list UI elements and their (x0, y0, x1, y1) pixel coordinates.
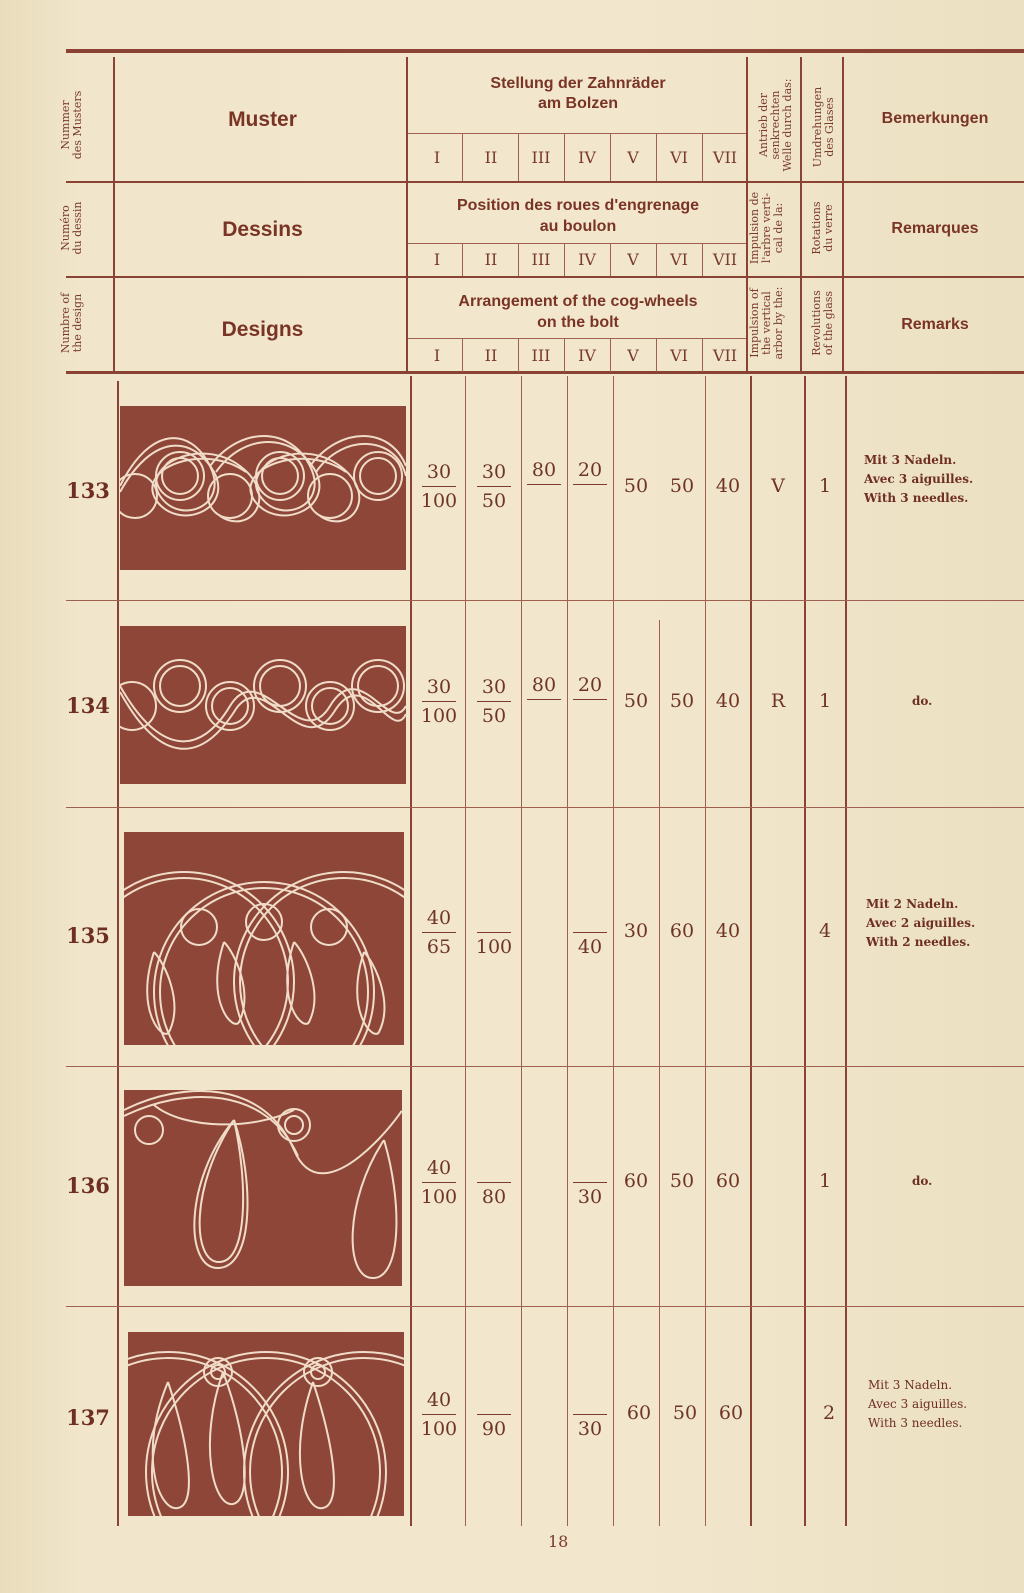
denominator (521, 702, 567, 726)
gear-col-label: III (531, 250, 551, 269)
fraction-bar (573, 932, 607, 933)
gear-VI: 50 (672, 1402, 698, 1424)
numerator: 80 (531, 459, 557, 481)
remarks (866, 895, 1016, 952)
gear-II (471, 675, 517, 728)
drive: V (771, 475, 785, 497)
gear-VII: 40 (715, 920, 741, 942)
gear-col-label: VI (670, 250, 688, 269)
header-drive-en: Impulsion of the vertical arbor by the: (748, 286, 785, 360)
body-vline-0 (117, 381, 119, 1526)
denominator: 30 (577, 1418, 603, 1440)
body-vline (613, 376, 614, 1526)
gear-col-label: I (433, 346, 441, 365)
denominator (521, 487, 567, 511)
gear-col-label: V (627, 346, 639, 365)
header-gears-de: Stellung der Zahnräder am Bolzen (490, 75, 666, 112)
denominator: 50 (481, 705, 507, 727)
numerator: 40 (426, 907, 452, 929)
gear-VII: 60 (715, 1170, 741, 1192)
gear-I (416, 1156, 462, 1209)
gear-V: 30 (623, 920, 649, 942)
gear-col-label: VI (670, 148, 688, 167)
drive: R (770, 690, 786, 712)
remark-line: Mit 3 Nadeln. (864, 453, 957, 467)
header-rule-1 (66, 181, 1024, 183)
gear-V: 60 (623, 1170, 649, 1192)
gear-col-label: III (531, 148, 551, 167)
gear-col-label: VII (712, 148, 738, 167)
header-drive-fr: Impulsion de l'arbre verti- cal de la: (748, 191, 785, 265)
gear-col-label: V (627, 148, 639, 167)
fraction-bar (477, 932, 511, 933)
pattern-swatch-135 (124, 832, 404, 1045)
fraction-bar (573, 699, 607, 700)
vsep (462, 244, 463, 276)
rotations: 2 (822, 1402, 836, 1424)
remark-line: With 2 needles. (866, 935, 971, 949)
fraction-bar (422, 932, 456, 933)
rotations: 1 (818, 690, 832, 712)
denominator: 100 (420, 1186, 458, 1208)
gear-IV (567, 458, 613, 511)
vsep (462, 134, 463, 181)
body-vline (705, 376, 706, 1526)
header-drive-de: Antrieb der senkrechten Welle durch das: (757, 78, 794, 172)
denominator (567, 487, 613, 511)
header-pattern-en: Designs (221, 318, 304, 341)
fraction-bar (477, 701, 511, 702)
denominator: 65 (426, 936, 452, 958)
gear-III (521, 458, 567, 511)
header-rot-en: Revolutions of the glass (810, 290, 835, 356)
remarks (868, 1376, 1018, 1433)
denominator: 100 (420, 705, 458, 727)
gear-col-label: IV (578, 346, 596, 365)
numerator: 20 (577, 674, 603, 696)
remark-line: With 3 needles. (864, 491, 969, 505)
header-gears-en: Arrangement of the cog-wheels on the bolt (458, 293, 698, 331)
gear-VI: 60 (669, 920, 695, 942)
numerator: 30 (481, 676, 507, 698)
numerator: 30 (426, 676, 452, 698)
gear-VI: 50 (669, 690, 695, 712)
denominator: 30 (577, 1186, 603, 1208)
gear-II (471, 1388, 517, 1441)
gear-I (416, 906, 462, 959)
gear-col-label: VII (712, 250, 738, 269)
numerator (567, 1156, 613, 1180)
numerator: 80 (531, 674, 557, 696)
vsep (462, 339, 463, 372)
gear-V: 50 (623, 475, 649, 497)
remark-line: Mit 2 Nadeln. (866, 897, 959, 911)
fraction-bar (422, 701, 456, 702)
gear-col-label: II (484, 148, 498, 167)
gear-II (471, 1156, 517, 1209)
numerator: 30 (481, 461, 507, 483)
page-number: 18 (548, 1532, 569, 1551)
vline-number (113, 57, 115, 373)
rotations: 1 (818, 475, 832, 497)
body-vline (659, 620, 660, 1526)
row-sep (66, 807, 1024, 808)
gear-col-label: IV (578, 148, 596, 167)
body-vline-rot (804, 376, 806, 1526)
body-vline-1 (410, 376, 412, 1526)
gear-IV (567, 906, 613, 959)
gear-I (416, 675, 462, 728)
fraction-bar (477, 1414, 511, 1415)
gear-VII: 40 (715, 475, 741, 497)
header-rot-de: Umdrehungen des Glases (811, 86, 836, 168)
fraction-bar (527, 484, 561, 485)
remark-line: Avec 3 aiguilles. (864, 472, 974, 486)
design-number: 135 (66, 923, 110, 948)
body-vline (465, 376, 466, 1526)
remark-line: Avec 2 aiguilles. (866, 916, 976, 930)
gear-VI: 50 (669, 475, 695, 497)
numerator (471, 1156, 517, 1180)
denominator: 100 (420, 1418, 458, 1440)
numerator (471, 906, 517, 930)
remark-line: do. (912, 694, 933, 708)
denominator (567, 702, 613, 726)
gear-IV (567, 1156, 613, 1209)
header-remarks-de: Bemerkungen (881, 110, 989, 127)
gear-col-label: II (484, 250, 498, 269)
fraction-bar (422, 1414, 456, 1415)
remark-line: Mit 3 Nadeln. (868, 1378, 953, 1392)
gear-V: 60 (626, 1402, 652, 1424)
vline-rot (842, 57, 844, 373)
gear-II (471, 906, 517, 959)
pattern-swatch-136 (124, 1090, 402, 1286)
gear-III (521, 673, 567, 726)
numerator: 20 (577, 459, 603, 481)
fraction-bar (573, 1414, 607, 1415)
numerator: 30 (426, 461, 452, 483)
body-vline-remarks (845, 376, 847, 1526)
gear-I (416, 460, 462, 513)
remarks (912, 1172, 972, 1191)
denominator: 90 (481, 1418, 507, 1440)
gear-II (471, 460, 517, 513)
row-sep (66, 1066, 1024, 1067)
denominator: 100 (420, 490, 458, 512)
pattern-swatch-133 (120, 406, 406, 570)
numerator: 40 (426, 1157, 452, 1179)
header-number-fr: Numéro du dessin (59, 201, 84, 255)
remarks (912, 692, 972, 711)
fraction-bar (477, 486, 511, 487)
header-pattern-fr: Dessins (222, 218, 303, 241)
rotations: 1 (818, 1170, 832, 1192)
header-rule-3 (66, 371, 1024, 374)
gear-col-label: VI (670, 346, 688, 365)
remarks (864, 451, 1014, 508)
gear-col-label: I (433, 250, 441, 269)
header-pattern-de: Muster (228, 108, 297, 131)
design-number: 133 (66, 478, 110, 503)
gear-I (416, 1388, 462, 1441)
design-number: 134 (66, 693, 110, 718)
remark-line: Avec 3 aiguilles. (868, 1397, 968, 1411)
top-rule (66, 49, 1024, 53)
gear-subrule-fr (408, 243, 748, 244)
numerator (567, 906, 613, 930)
gear-IV (567, 1388, 613, 1441)
remark-line: With 3 needles. (868, 1416, 963, 1430)
body-vline (521, 376, 522, 1526)
gear-subrule-de (408, 133, 748, 134)
fraction-bar (573, 484, 607, 485)
denominator: 40 (577, 936, 603, 958)
design-number: 137 (66, 1405, 110, 1430)
numerator: 40 (426, 1389, 452, 1411)
rotations: 4 (818, 920, 832, 942)
fraction-bar (422, 486, 456, 487)
header-remarks-en: Remarks (901, 316, 969, 333)
denominator: 100 (475, 936, 513, 958)
header-rule-2 (66, 276, 1024, 278)
gear-IV (567, 673, 613, 726)
header-rot-fr: Rotations du verre (810, 201, 835, 255)
header-number-de: Nummer des Musters (59, 90, 84, 160)
design-number: 136 (66, 1173, 110, 1198)
numerator (567, 1388, 613, 1412)
denominator: 80 (481, 1186, 507, 1208)
gear-col-label: IV (578, 250, 596, 269)
fraction-bar (422, 1182, 456, 1183)
pattern-swatch-134 (120, 626, 406, 784)
header-number-en: Numbre of the design (59, 292, 84, 354)
gear-col-label: V (627, 250, 639, 269)
body-vline-drive (750, 376, 752, 1526)
header-remarks-fr: Remarques (891, 220, 979, 237)
pattern-swatch-137 (128, 1332, 404, 1516)
gear-col-label: I (433, 148, 441, 167)
gear-col-label: VII (712, 346, 738, 365)
denominator: 50 (481, 490, 507, 512)
fraction-bar (573, 1182, 607, 1183)
gear-col-label: II (484, 346, 498, 365)
fraction-bar (527, 699, 561, 700)
header-gears-fr: Position des roues d'engrenage au boulon (456, 197, 700, 235)
numerator (471, 1388, 517, 1412)
gear-col-label: III (531, 346, 551, 365)
fraction-bar (477, 1182, 511, 1183)
gear-VI: 50 (669, 1170, 695, 1192)
row-sep (66, 1306, 1024, 1307)
row-sep (66, 600, 1024, 601)
gear-VII: 60 (718, 1402, 744, 1424)
gear-V: 50 (623, 690, 649, 712)
gear-subrule-en (408, 338, 748, 339)
remark-line: do. (912, 1174, 933, 1188)
gear-VII: 40 (715, 690, 741, 712)
